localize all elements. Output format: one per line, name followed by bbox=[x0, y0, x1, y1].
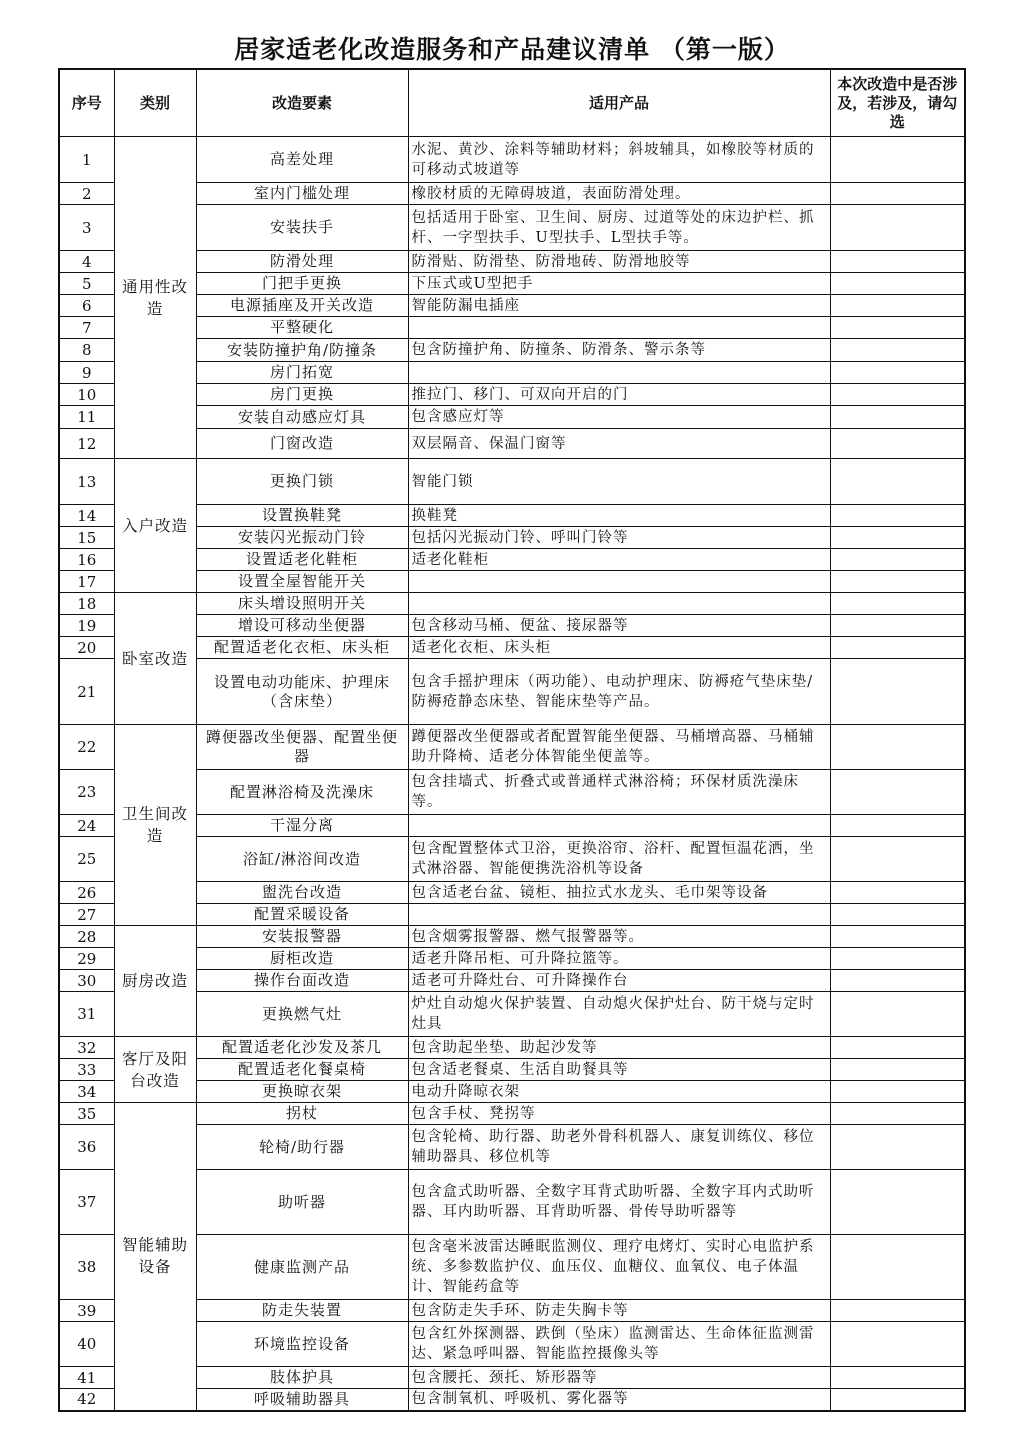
table-row bbox=[59, 1037, 965, 1059]
product-cell: 包含腰托、颈托、矫形器等 bbox=[408, 1367, 830, 1389]
item-cell: 轮椅/助行器 bbox=[196, 1125, 408, 1170]
product-cell: 包含防走失手环、防走失胸卡等 bbox=[408, 1300, 830, 1322]
check-cell[interactable] bbox=[830, 339, 965, 362]
check-cell[interactable] bbox=[830, 948, 965, 970]
product-cell: 包含助起坐垫、助起沙发等 bbox=[408, 1037, 830, 1059]
check-cell[interactable] bbox=[830, 926, 965, 948]
item-cell: 设置适老化鞋柜 bbox=[196, 549, 408, 571]
item-cell: 安装自动感应灯具 bbox=[196, 406, 408, 429]
table-row bbox=[59, 459, 965, 505]
category-cell: 客厅及阳台改造 bbox=[114, 1037, 196, 1103]
product-cell: 下压式或U型把手 bbox=[408, 273, 830, 295]
check-cell[interactable] bbox=[830, 1300, 965, 1322]
row-number: 7 bbox=[59, 317, 114, 339]
product-cell: 包含轮椅、助行器、助老外骨科机器人、康复训练仪、移位辅助器具、移位机等 bbox=[408, 1125, 830, 1170]
check-cell[interactable] bbox=[830, 384, 965, 406]
item-cell: 房门更换 bbox=[196, 384, 408, 406]
row-number: 1 bbox=[59, 137, 114, 183]
row-number: 26 bbox=[59, 882, 114, 904]
check-cell[interactable] bbox=[830, 725, 965, 770]
product-cell: 包含挂墙式、折叠式或普通样式淋浴椅；环保材质洗澡床等。 bbox=[408, 770, 830, 815]
item-cell: 增设可移动坐便器 bbox=[196, 615, 408, 637]
product-cell: 包含配置整体式卫浴，更换浴帘、浴杆、配置恒温花洒，坐式淋浴器、智能便携洗浴机等设备 bbox=[408, 837, 830, 882]
product-cell bbox=[408, 593, 830, 615]
row-number: 18 bbox=[59, 593, 114, 615]
check-cell[interactable] bbox=[830, 459, 965, 505]
item-cell: 健康监测产品 bbox=[196, 1235, 408, 1300]
product-cell: 换鞋凳 bbox=[408, 505, 830, 527]
header-product: 适用产品 bbox=[408, 69, 830, 137]
check-cell[interactable] bbox=[830, 1322, 965, 1367]
row-number: 19 bbox=[59, 615, 114, 637]
table-body bbox=[59, 137, 965, 1411]
row-number: 30 bbox=[59, 970, 114, 992]
product-cell: 电动升降晾衣架 bbox=[408, 1081, 830, 1103]
product-cell bbox=[408, 362, 830, 384]
item-cell: 床头增设照明开关 bbox=[196, 593, 408, 615]
row-number: 5 bbox=[59, 273, 114, 295]
product-cell: 包括适用于卧室、卫生间、厨房、过道等处的床边护栏、抓杆、一字型扶手、U型扶手、L型扶手等。 bbox=[408, 205, 830, 251]
check-cell[interactable] bbox=[830, 637, 965, 659]
row-number: 11 bbox=[59, 406, 114, 429]
item-cell: 防滑处理 bbox=[196, 251, 408, 273]
category-cell: 智能辅助设备 bbox=[114, 1103, 196, 1411]
item-cell: 室内门槛处理 bbox=[196, 183, 408, 205]
item-cell: 配置适老化沙发及茶几 bbox=[196, 1037, 408, 1059]
check-cell[interactable] bbox=[830, 615, 965, 637]
check-cell[interactable] bbox=[830, 549, 965, 571]
product-cell: 推拉门、移门、可双向开启的门 bbox=[408, 384, 830, 406]
product-cell: 适老可升降灶台、可升降操作台 bbox=[408, 970, 830, 992]
product-cell bbox=[408, 815, 830, 837]
row-number: 28 bbox=[59, 926, 114, 948]
category-cell: 通用性改造 bbox=[114, 137, 196, 459]
product-cell bbox=[408, 904, 830, 926]
check-cell[interactable] bbox=[830, 571, 965, 593]
row-number: 41 bbox=[59, 1367, 114, 1389]
item-cell: 设置全屋智能开关 bbox=[196, 571, 408, 593]
check-cell[interactable] bbox=[830, 295, 965, 317]
row-number: 34 bbox=[59, 1081, 114, 1103]
product-cell: 包含防撞护角、防撞条、防滑条、警示条等 bbox=[408, 339, 830, 362]
row-number: 23 bbox=[59, 770, 114, 815]
table-row bbox=[59, 137, 965, 183]
check-cell[interactable] bbox=[830, 882, 965, 904]
product-cell: 包含盒式助听器、全数字耳背式助听器、全数字耳内式助听器、耳内助听器、耳背助听器、骨传导助听器等 bbox=[408, 1170, 830, 1235]
item-cell: 拐杖 bbox=[196, 1103, 408, 1125]
product-cell: 水泥、黄沙、涂料等辅助材料；斜坡辅具，如橡胶等材质的可移动式坡道等 bbox=[408, 137, 830, 183]
row-number: 13 bbox=[59, 459, 114, 505]
check-cell[interactable] bbox=[830, 527, 965, 549]
product-cell: 智能防漏电插座 bbox=[408, 295, 830, 317]
row-number: 29 bbox=[59, 948, 114, 970]
item-cell: 高差处理 bbox=[196, 137, 408, 183]
check-cell[interactable] bbox=[830, 1170, 965, 1235]
check-cell[interactable] bbox=[830, 406, 965, 429]
item-cell: 设置电动功能床、护理床（含床垫） bbox=[196, 659, 408, 725]
row-number: 2 bbox=[59, 183, 114, 205]
item-cell: 配置淋浴椅及洗澡床 bbox=[196, 770, 408, 815]
check-cell[interactable] bbox=[830, 659, 965, 725]
item-cell: 配置适老化餐桌椅 bbox=[196, 1059, 408, 1081]
product-cell: 包含红外探测器、跌倒（坠床）监测雷达、生命体征监测雷达、紧急呼叫器、智能监控摄像头等 bbox=[408, 1322, 830, 1367]
row-number: 24 bbox=[59, 815, 114, 837]
product-cell: 包含感应灯等 bbox=[408, 406, 830, 429]
item-cell: 更换晾衣架 bbox=[196, 1081, 408, 1103]
row-number: 6 bbox=[59, 295, 114, 317]
table-row bbox=[59, 725, 965, 770]
item-cell: 操作台面改造 bbox=[196, 970, 408, 992]
product-cell: 适老升降吊柜、可升降拉篮等。 bbox=[408, 948, 830, 970]
row-number: 3 bbox=[59, 205, 114, 251]
row-number: 20 bbox=[59, 637, 114, 659]
row-number: 36 bbox=[59, 1125, 114, 1170]
check-cell[interactable] bbox=[830, 815, 965, 837]
table-row bbox=[59, 593, 965, 615]
product-cell: 防滑贴、防滑垫、防滑地砖、防滑地胶等 bbox=[408, 251, 830, 273]
check-cell[interactable] bbox=[830, 904, 965, 926]
row-number: 35 bbox=[59, 1103, 114, 1125]
page-title: 居家适老化改造服务和产品建议清单 （第一版） bbox=[234, 35, 790, 64]
row-number: 42 bbox=[59, 1389, 114, 1411]
check-cell[interactable] bbox=[830, 992, 965, 1037]
row-number: 38 bbox=[59, 1235, 114, 1300]
item-cell: 助听器 bbox=[196, 1170, 408, 1235]
table-row bbox=[59, 926, 965, 948]
product-cell: 包含移动马桶、便盆、接尿器等 bbox=[408, 615, 830, 637]
item-cell: 更换燃气灶 bbox=[196, 992, 408, 1037]
row-number: 14 bbox=[59, 505, 114, 527]
product-cell: 适老化鞋柜 bbox=[408, 549, 830, 571]
row-number: 10 bbox=[59, 384, 114, 406]
row-number: 15 bbox=[59, 527, 114, 549]
check-cell[interactable] bbox=[830, 1059, 965, 1081]
item-cell: 门把手更换 bbox=[196, 273, 408, 295]
check-cell[interactable] bbox=[830, 137, 965, 183]
row-number: 40 bbox=[59, 1322, 114, 1367]
item-cell: 厨柜改造 bbox=[196, 948, 408, 970]
check-cell[interactable] bbox=[830, 1125, 965, 1170]
product-cell: 包含适老台盆、镜柜、抽拉式水龙头、毛巾架等设备 bbox=[408, 882, 830, 904]
row-number: 31 bbox=[59, 992, 114, 1037]
table-row bbox=[59, 1103, 965, 1125]
row-number: 25 bbox=[59, 837, 114, 882]
item-cell: 安装闪光振动门铃 bbox=[196, 527, 408, 549]
product-cell bbox=[408, 317, 830, 339]
check-cell[interactable] bbox=[830, 1389, 965, 1411]
check-cell[interactable] bbox=[830, 183, 965, 205]
check-cell[interactable] bbox=[830, 251, 965, 273]
item-cell: 门窗改造 bbox=[196, 429, 408, 459]
product-cell: 适老化衣柜、床头柜 bbox=[408, 637, 830, 659]
item-cell: 蹲便器改坐便器、配置坐便器 bbox=[196, 725, 408, 770]
header-row bbox=[59, 69, 965, 137]
check-cell[interactable] bbox=[830, 317, 965, 339]
check-cell[interactable] bbox=[830, 1235, 965, 1300]
product-cell: 包含手杖、凳拐等 bbox=[408, 1103, 830, 1125]
product-cell bbox=[408, 571, 830, 593]
product-cell: 包括闪光振动门铃、呼叫门铃等 bbox=[408, 527, 830, 549]
product-cell: 蹲便器改坐便器或者配置智能坐便器、马桶增高器、马桶辅助升降椅、适老分体智能坐便盖等。 bbox=[408, 725, 830, 770]
row-number: 12 bbox=[59, 429, 114, 459]
item-cell: 安装防撞护角/防撞条 bbox=[196, 339, 408, 362]
check-cell[interactable] bbox=[830, 273, 965, 295]
header-item: 改造要素 bbox=[196, 69, 408, 137]
row-number: 27 bbox=[59, 904, 114, 926]
item-cell: 配置采暖设备 bbox=[196, 904, 408, 926]
check-cell[interactable] bbox=[830, 205, 965, 251]
product-cell: 橡胶材质的无障碍坡道，表面防滑处理。 bbox=[408, 183, 830, 205]
item-cell: 设置换鞋凳 bbox=[196, 505, 408, 527]
check-cell[interactable] bbox=[830, 837, 965, 882]
check-cell[interactable] bbox=[830, 1367, 965, 1389]
row-number: 9 bbox=[59, 362, 114, 384]
item-cell: 更换门锁 bbox=[196, 459, 408, 505]
check-cell[interactable] bbox=[830, 770, 965, 815]
product-cell: 包含制氧机、呼吸机、雾化器等 bbox=[408, 1389, 830, 1411]
check-cell[interactable] bbox=[830, 1037, 965, 1059]
row-number: 17 bbox=[59, 571, 114, 593]
item-cell: 安装报警器 bbox=[196, 926, 408, 948]
product-cell: 包含烟雾报警器、燃气报警器等。 bbox=[408, 926, 830, 948]
item-cell: 房门拓宽 bbox=[196, 362, 408, 384]
item-cell: 防走失装置 bbox=[196, 1300, 408, 1322]
category-cell: 厨房改造 bbox=[114, 926, 196, 1037]
header-check: 本次改造中是否涉及，若涉及，请勾选 bbox=[830, 69, 965, 137]
item-cell: 环境监控设备 bbox=[196, 1322, 408, 1367]
product-cell: 双层隔音、保温门窗等 bbox=[408, 429, 830, 459]
item-cell: 安装扶手 bbox=[196, 205, 408, 251]
category-cell: 卫生间改造 bbox=[114, 725, 196, 926]
check-cell[interactable] bbox=[830, 429, 965, 459]
row-number: 16 bbox=[59, 549, 114, 571]
row-number: 4 bbox=[59, 251, 114, 273]
item-cell: 平整硬化 bbox=[196, 317, 408, 339]
check-cell[interactable] bbox=[830, 362, 965, 384]
check-cell[interactable] bbox=[830, 593, 965, 615]
check-cell[interactable] bbox=[830, 505, 965, 527]
header-category: 类别 bbox=[114, 69, 196, 137]
header-no: 序号 bbox=[59, 69, 114, 137]
product-cell: 包含适老餐桌、生活自助餐具等 bbox=[408, 1059, 830, 1081]
item-cell: 呼吸辅助器具 bbox=[196, 1389, 408, 1411]
check-cell[interactable] bbox=[830, 970, 965, 992]
item-cell: 盥洗台改造 bbox=[196, 882, 408, 904]
product-cell: 智能门锁 bbox=[408, 459, 830, 505]
item-cell: 配置适老化衣柜、床头柜 bbox=[196, 637, 408, 659]
product-cell: 包含毫米波雷达睡眠监测仪、理疗电烤灯、实时心电监护系统、多参数监护仪、血压仪、血糖仪、血氧仪、电子体温计、智能药盒等 bbox=[408, 1235, 830, 1300]
row-number: 8 bbox=[59, 339, 114, 362]
item-cell: 干湿分离 bbox=[196, 815, 408, 837]
item-cell: 肢体护具 bbox=[196, 1367, 408, 1389]
category-cell: 入户改造 bbox=[114, 459, 196, 593]
row-number: 22 bbox=[59, 725, 114, 770]
item-cell: 浴缸/淋浴间改造 bbox=[196, 837, 408, 882]
category-cell: 卧室改造 bbox=[114, 593, 196, 725]
row-number: 21 bbox=[59, 659, 114, 725]
product-cell: 包含手摇护理床（两功能）、电动护理床、防褥疮气垫床垫/防褥疮静态床垫、智能床垫等产品。 bbox=[408, 659, 830, 725]
check-cell[interactable] bbox=[830, 1103, 965, 1125]
product-cell: 炉灶自动熄火保护装置、自动熄火保护灶台、防干烧与定时灶具 bbox=[408, 992, 830, 1037]
row-number: 32 bbox=[59, 1037, 114, 1059]
row-number: 39 bbox=[59, 1300, 114, 1322]
check-cell[interactable] bbox=[830, 1081, 965, 1103]
item-cell: 电源插座及开关改造 bbox=[196, 295, 408, 317]
row-number: 33 bbox=[59, 1059, 114, 1081]
checklist-table bbox=[58, 68, 966, 1412]
row-number: 37 bbox=[59, 1170, 114, 1235]
